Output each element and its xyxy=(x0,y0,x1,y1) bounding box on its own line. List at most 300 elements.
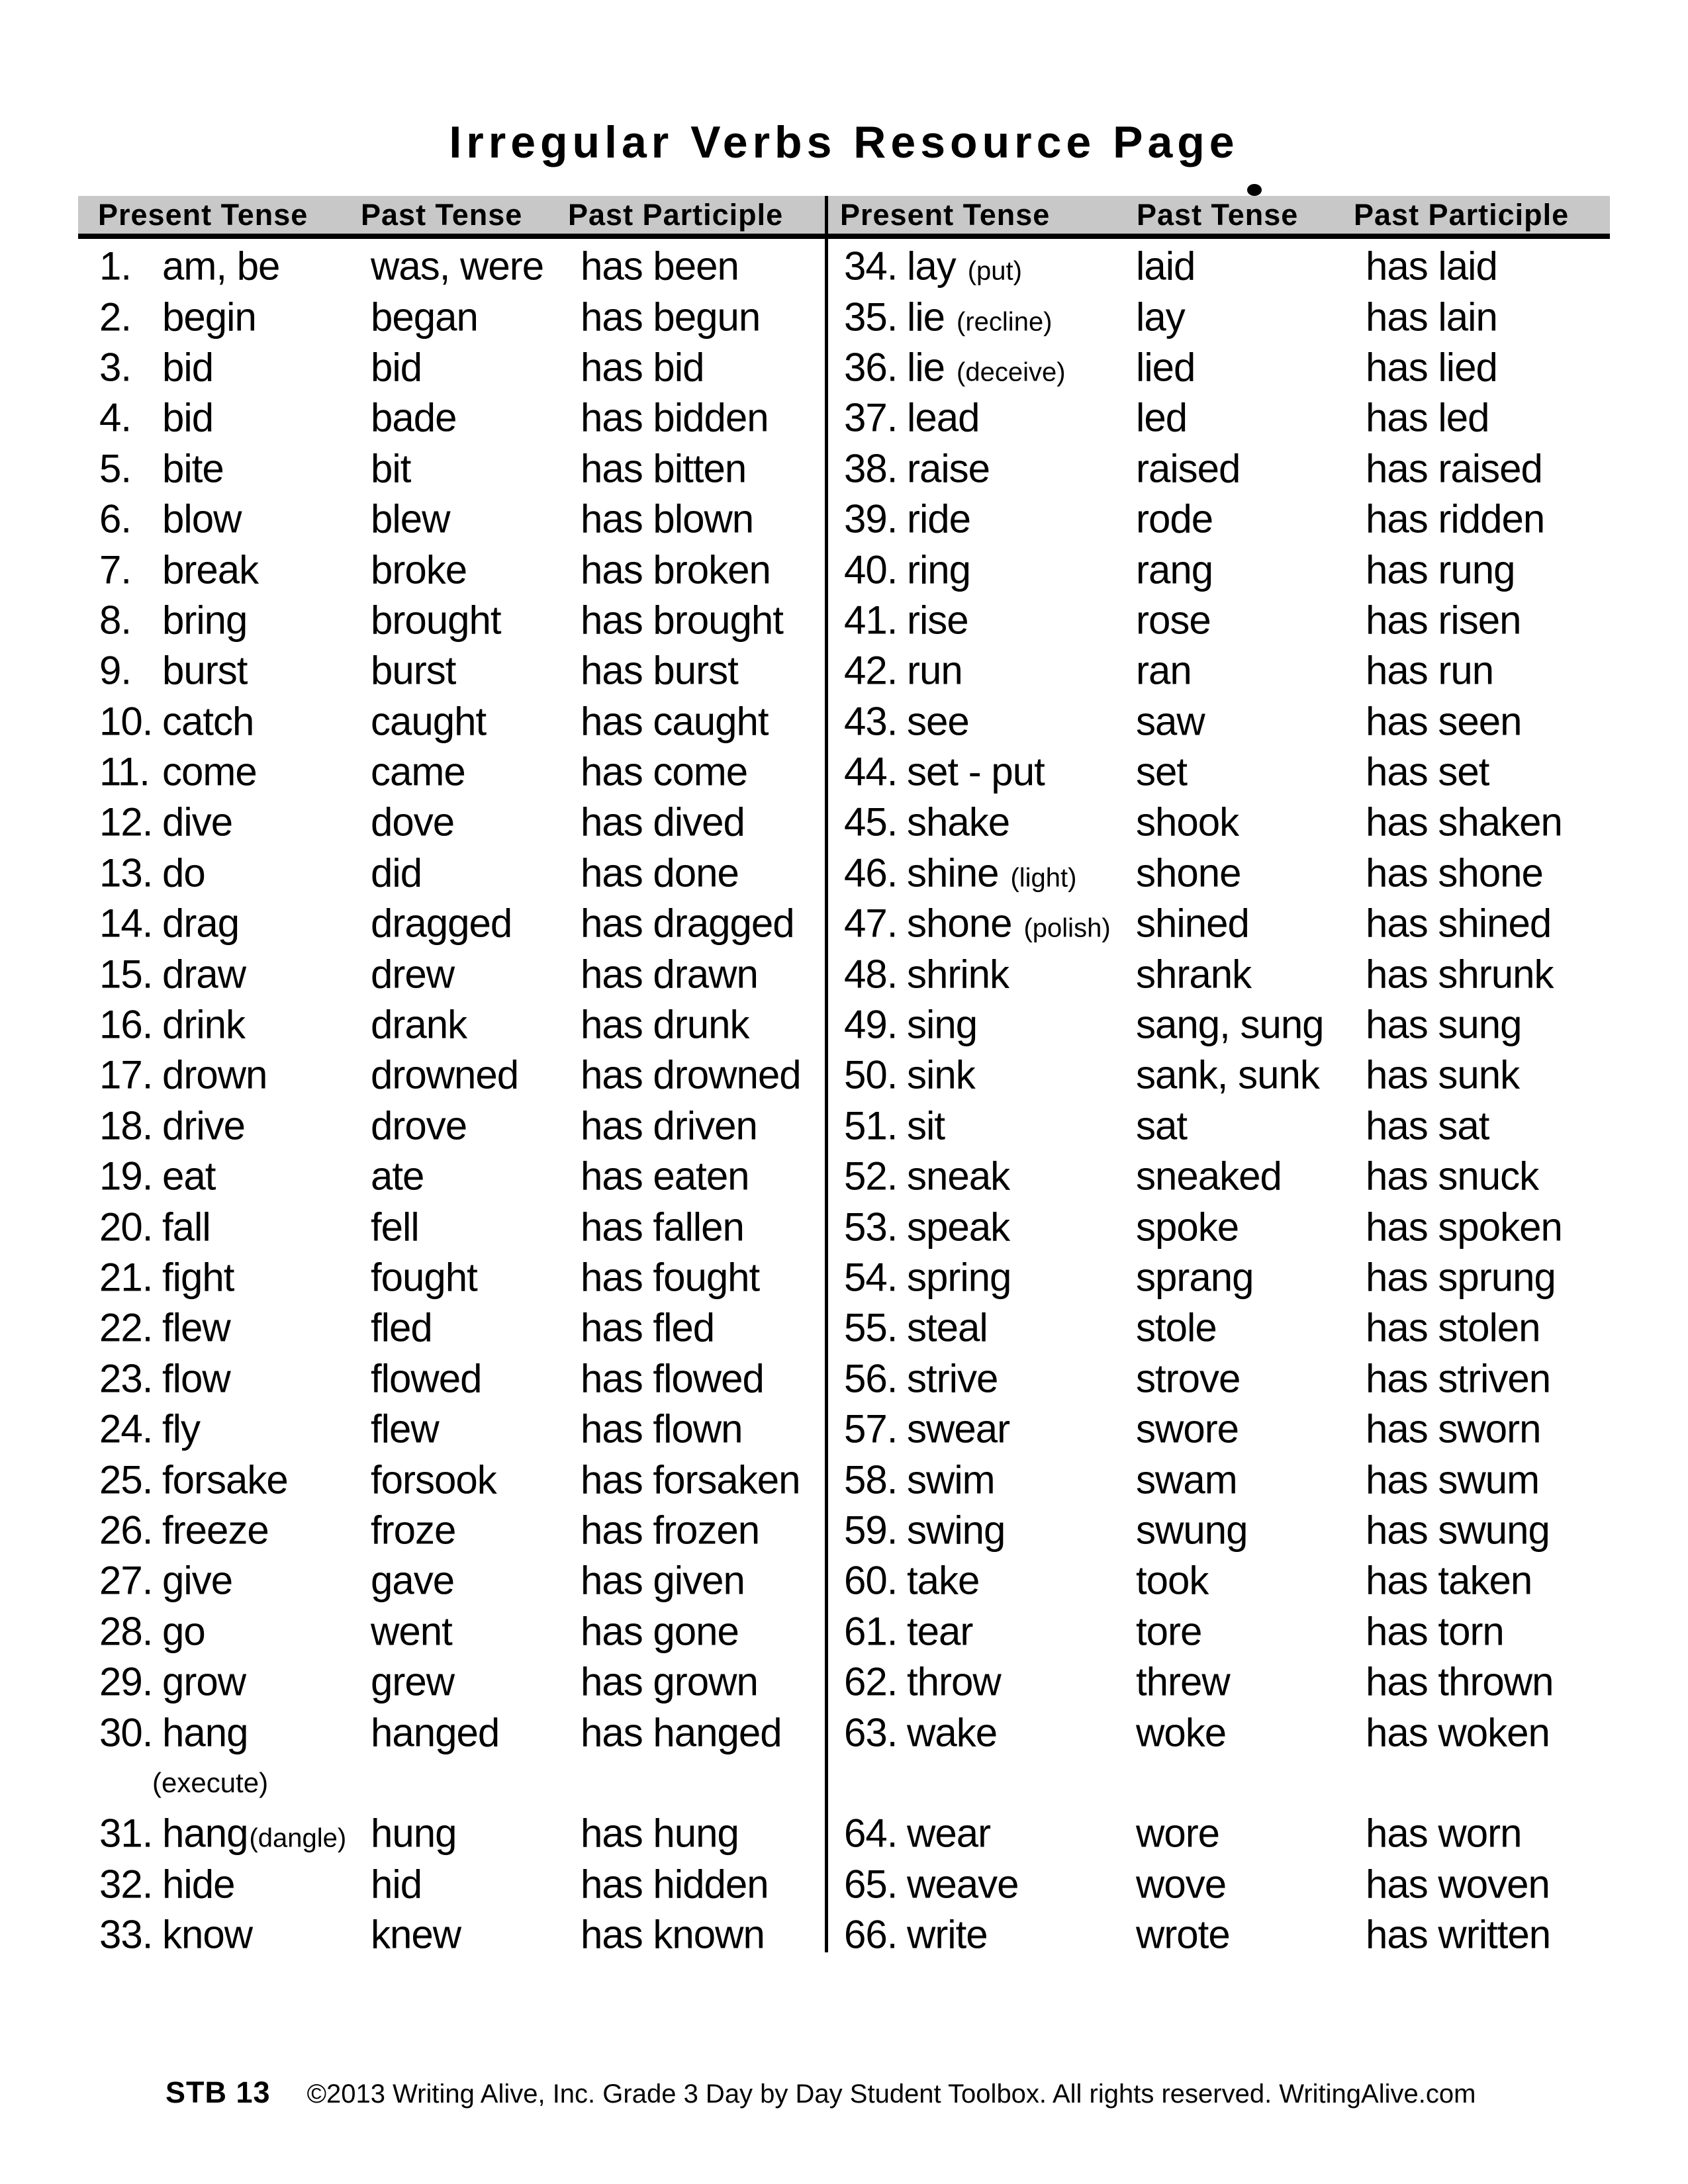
past-participle-cell: has fled xyxy=(581,1305,715,1350)
past-participle-cell: has hidden xyxy=(581,1862,769,1907)
present-tense-cell xyxy=(907,1811,990,1856)
row-number: 31. xyxy=(99,1811,153,1856)
row-number: 21. xyxy=(99,1255,153,1300)
row-number: 60. xyxy=(844,1558,898,1603)
row-number: 9. xyxy=(99,648,132,693)
past-participle-cell: has forsaken xyxy=(581,1457,800,1502)
past-participle-cell: has driven xyxy=(581,1103,757,1148)
row-number: 26. xyxy=(99,1508,153,1553)
past-tense-cell: tore xyxy=(1136,1609,1202,1654)
row-number: 32. xyxy=(99,1862,153,1907)
present-tense-cell xyxy=(162,496,241,542)
table-row xyxy=(78,1909,823,1960)
present-tense-cell xyxy=(907,951,1009,997)
row-number: 23. xyxy=(99,1356,153,1401)
present-tense-cell xyxy=(907,496,970,542)
table-row xyxy=(828,291,1610,341)
table-row xyxy=(78,747,823,797)
past-participle-cell: has sung xyxy=(1366,1002,1522,1047)
present-tense-cell xyxy=(162,445,224,491)
row-number: 30. xyxy=(99,1710,153,1755)
present-tense-cell xyxy=(162,850,205,895)
past-participle-cell: has spoken xyxy=(1366,1205,1562,1250)
past-participle-cell: has brought xyxy=(581,598,783,643)
past-tense-cell: sat xyxy=(1136,1103,1188,1148)
present-tense-verb: weave xyxy=(907,1862,1019,1907)
present-tense-cell xyxy=(907,395,979,441)
present-tense-verb: ride xyxy=(907,496,971,541)
row-number: 17. xyxy=(99,1052,153,1097)
past-tense-cell: wove xyxy=(1136,1862,1227,1907)
past-participle-cell: has bidden xyxy=(581,395,769,440)
past-tense-cell: sank, sunk xyxy=(1136,1052,1319,1097)
past-tense-cell: swung xyxy=(1136,1508,1248,1553)
past-tense-cell: went xyxy=(371,1609,452,1654)
present-tense-cell xyxy=(162,1811,346,1856)
row-number: 13. xyxy=(99,850,153,895)
table-row xyxy=(78,696,823,747)
present-tense-cell xyxy=(907,1355,998,1401)
table-row xyxy=(78,1201,823,1251)
scan-artifact-dot xyxy=(1247,184,1262,196)
past-participle-cell: has begun xyxy=(581,295,761,340)
row-number: 44. xyxy=(844,749,898,794)
column-header-present-left: Present Tense xyxy=(98,197,308,232)
present-tense-cell xyxy=(907,1204,1009,1250)
row-number: 51. xyxy=(844,1103,898,1148)
table-row xyxy=(78,1606,823,1657)
past-tense-cell: hanged xyxy=(371,1710,500,1755)
past-tense-cell: ate xyxy=(371,1154,424,1199)
present-tense-verb: do xyxy=(162,850,205,895)
present-tense-cell xyxy=(907,1103,945,1148)
past-participle-cell: has bitten xyxy=(581,446,747,491)
present-tense-verb: sink xyxy=(907,1052,975,1097)
past-tense-cell: shone xyxy=(1136,850,1241,895)
table-row xyxy=(78,291,823,341)
present-tense-verb: burst xyxy=(162,648,248,693)
footer-code: STB 13 xyxy=(165,2075,271,2109)
row-number: 29. xyxy=(99,1659,153,1704)
past-participle-cell: has stolen xyxy=(1366,1305,1540,1350)
past-tense-cell: sang, sung xyxy=(1136,1002,1324,1047)
row-number: 50. xyxy=(844,1052,898,1097)
present-tense-verb: wear xyxy=(907,1811,991,1856)
table-row xyxy=(78,342,823,392)
present-tense-verb: catch xyxy=(162,699,254,744)
past-participle-cell: has drawn xyxy=(581,952,758,997)
row-number: 25. xyxy=(99,1457,153,1502)
present-tense-verb: see xyxy=(907,699,969,744)
past-participle-cell: has striven xyxy=(1366,1356,1551,1401)
past-participle-cell: has sprung xyxy=(1366,1255,1556,1300)
header-rule xyxy=(78,234,1610,239)
present-tense-verb: fly xyxy=(162,1406,200,1451)
present-tense-cell xyxy=(162,1204,211,1250)
row-number: 18. xyxy=(99,1103,153,1148)
past-participle-cell: has fought xyxy=(581,1255,760,1300)
past-tense-cell: drove xyxy=(371,1103,467,1148)
table-row xyxy=(828,241,1610,291)
column-header-present-right: Present Tense xyxy=(840,197,1051,232)
present-tense-verb: lie xyxy=(907,345,945,390)
row-number: 22. xyxy=(99,1305,153,1350)
table-row xyxy=(78,1707,823,1757)
row-number: 56. xyxy=(844,1356,898,1401)
past-participle-cell: has given xyxy=(581,1558,745,1603)
present-tense-verb: tear xyxy=(907,1609,973,1654)
row-number: 53. xyxy=(844,1205,898,1250)
past-participle-cell: has led xyxy=(1366,395,1489,440)
table-row xyxy=(828,494,1610,544)
present-tense-cell xyxy=(907,1558,979,1604)
present-tense-cell xyxy=(907,1912,988,1958)
row-number: 19. xyxy=(99,1154,153,1199)
present-tense-cell xyxy=(907,698,969,744)
past-participle-cell: has frozen xyxy=(581,1508,760,1553)
past-tense-cell: spoke xyxy=(1136,1205,1239,1250)
row-number: 45. xyxy=(844,799,898,844)
table-row xyxy=(78,797,823,847)
present-tense-verb: lie xyxy=(907,295,945,340)
table-row xyxy=(828,443,1610,494)
present-tense-verb: swear xyxy=(907,1406,1010,1451)
past-tense-cell: took xyxy=(1136,1558,1209,1603)
table-row xyxy=(78,494,823,544)
present-tense-cell xyxy=(162,648,247,694)
past-tense-cell: knew xyxy=(371,1912,461,1957)
verb-sense-note: (put) xyxy=(967,256,1022,286)
table-row xyxy=(78,1101,823,1151)
table-row xyxy=(828,342,1610,392)
past-tense-cell: lay xyxy=(1136,295,1185,340)
row-number: 11. xyxy=(99,749,150,794)
table-row xyxy=(828,1555,1610,1606)
present-tense-cell xyxy=(162,1608,205,1654)
row-number: 49. xyxy=(844,1002,898,1047)
present-tense-cell xyxy=(907,1608,972,1654)
present-tense-cell xyxy=(907,1255,1011,1300)
past-tense-cell: bit xyxy=(371,446,411,491)
past-tense-cell: rode xyxy=(1136,496,1213,541)
row-number: 41. xyxy=(844,598,898,643)
present-tense-cell xyxy=(907,547,970,592)
past-participle-cell: has burst xyxy=(581,648,738,693)
table-row xyxy=(78,443,823,494)
past-tense-cell: hid xyxy=(371,1862,422,1907)
present-tense-verb: bid xyxy=(162,395,214,440)
table-row xyxy=(828,1252,1610,1302)
table-row xyxy=(78,595,823,645)
present-tense-verb: throw xyxy=(907,1659,1001,1704)
present-tense-cell xyxy=(907,799,1009,845)
past-participle-cell: has raised xyxy=(1366,446,1542,491)
past-tense-cell: shook xyxy=(1136,799,1239,844)
table-row xyxy=(828,1606,1610,1657)
present-tense-cell xyxy=(907,901,1111,946)
past-tense-cell: threw xyxy=(1136,1659,1230,1704)
row-number: 16. xyxy=(99,1002,153,1047)
past-tense-cell: drew xyxy=(371,952,455,997)
past-participle-cell: has seen xyxy=(1366,699,1522,744)
present-tense-cell xyxy=(162,1659,246,1705)
verb-sense-note: (polish) xyxy=(1023,913,1111,943)
present-tense-verb: drink xyxy=(162,1002,246,1047)
present-tense-verb: sit xyxy=(907,1103,945,1148)
present-tense-cell xyxy=(162,951,246,997)
past-tense-cell: broke xyxy=(371,547,467,592)
past-participle-cell: has sunk xyxy=(1366,1052,1520,1097)
past-participle-cell: has written xyxy=(1366,1912,1551,1957)
row-number: 10. xyxy=(99,699,153,744)
present-tense-cell xyxy=(162,1052,267,1098)
present-tense-cell xyxy=(162,1406,200,1452)
past-participle-cell: has gone xyxy=(581,1609,739,1654)
verb-sense-note-below: (execute) xyxy=(152,1766,269,1798)
present-tense-verb: know xyxy=(162,1912,253,1957)
table-row xyxy=(828,1808,1610,1858)
present-tense-verb: drag xyxy=(162,901,240,946)
present-tense-verb: fall xyxy=(162,1205,211,1250)
present-tense-verb: rise xyxy=(907,598,968,643)
present-tense-cell xyxy=(907,1457,995,1502)
past-tense-cell: shrank xyxy=(1136,952,1252,997)
past-tense-cell: did xyxy=(371,850,422,895)
table-row xyxy=(828,1707,1610,1757)
column-header-past-right: Past Tense xyxy=(1137,197,1299,232)
past-participle-cell: has drowned xyxy=(581,1052,801,1097)
present-tense-verb: draw xyxy=(162,952,246,997)
present-tense-verb: freeze xyxy=(162,1508,269,1553)
row-number: 33. xyxy=(99,1912,153,1957)
present-tense-cell xyxy=(162,1558,232,1604)
table-row xyxy=(828,1505,1610,1555)
table-row xyxy=(828,1657,1610,1707)
present-tense-cell xyxy=(162,1912,252,1958)
past-participle-cell: has worn xyxy=(1366,1811,1522,1856)
table-row xyxy=(78,544,823,594)
past-participle-cell: has shaken xyxy=(1366,799,1562,844)
past-participle-cell: has done xyxy=(581,850,739,895)
present-tense-verb: break xyxy=(162,547,259,592)
past-participle-cell: has sworn xyxy=(1366,1406,1541,1451)
row-number: 40. xyxy=(844,547,898,592)
present-tense-verb: go xyxy=(162,1609,205,1654)
present-tense-verb: sing xyxy=(907,1002,978,1047)
past-tense-cell: bade xyxy=(371,395,457,440)
present-tense-cell xyxy=(907,445,990,491)
past-tense-cell: was, were xyxy=(371,244,544,289)
table-row xyxy=(828,1151,1610,1201)
row-number: 48. xyxy=(844,952,898,997)
past-tense-cell: sneaked xyxy=(1136,1154,1282,1199)
present-tense-verb: hide xyxy=(162,1862,235,1907)
table-row xyxy=(828,1101,1610,1151)
present-tense-verb: give xyxy=(162,1558,233,1603)
past-tense-cell: caught xyxy=(371,699,487,744)
present-tense-verb: wake xyxy=(907,1710,998,1755)
past-participle-cell: has broken xyxy=(581,547,771,592)
present-tense-cell xyxy=(907,1659,1001,1705)
present-tense-cell xyxy=(162,395,213,441)
past-tense-cell: fought xyxy=(371,1255,477,1300)
present-tense-verb: run xyxy=(907,648,962,693)
present-tense-verb: dive xyxy=(162,799,233,844)
present-tense-cell xyxy=(907,1154,1009,1199)
present-tense-cell xyxy=(162,901,239,946)
present-tense-cell xyxy=(162,1861,234,1907)
present-tense-cell xyxy=(162,749,257,795)
row-number: 37. xyxy=(844,395,898,440)
column-header-participle-left: Past Participle xyxy=(568,197,784,232)
past-participle-cell: has flowed xyxy=(581,1356,764,1401)
present-tense-verb: am, be xyxy=(162,244,280,289)
table-row xyxy=(828,1454,1610,1504)
past-participle-cell: has been xyxy=(581,244,739,289)
past-participle-cell: has shined xyxy=(1366,901,1552,946)
present-tense-verb: flow xyxy=(162,1356,230,1401)
row-number: 38. xyxy=(844,446,898,491)
row-number: 43. xyxy=(844,699,898,744)
present-tense-cell xyxy=(907,1861,1018,1907)
past-participle-cell: has dived xyxy=(581,799,745,844)
past-participle-cell: has caught xyxy=(581,699,769,744)
past-tense-cell: forsook xyxy=(371,1457,496,1502)
past-participle-cell: has rung xyxy=(1366,547,1515,592)
row-number: 14. xyxy=(99,901,153,946)
past-tense-cell: dragged xyxy=(371,901,512,946)
past-tense-cell: fell xyxy=(371,1205,419,1250)
verb-table-left-half xyxy=(78,241,823,1960)
past-participle-cell: has hanged xyxy=(581,1710,782,1755)
past-participle-cell: has dragged xyxy=(581,901,794,946)
past-tense-cell: stole xyxy=(1136,1305,1217,1350)
past-participle-cell: has swung xyxy=(1366,1508,1550,1553)
table-row xyxy=(828,1909,1610,1960)
past-participle-cell: has risen xyxy=(1366,598,1521,643)
present-tense-cell xyxy=(162,1305,230,1351)
past-tense-cell: sprang xyxy=(1136,1255,1254,1300)
table-row xyxy=(828,595,1610,645)
past-participle-cell: has come xyxy=(581,749,748,794)
past-participle-cell: has taken xyxy=(1366,1558,1532,1603)
table-row xyxy=(828,948,1610,999)
row-number: 39. xyxy=(844,496,898,541)
table-row-continuation xyxy=(78,1758,823,1808)
past-tense-cell: saw xyxy=(1136,699,1205,744)
present-tense-verb: come xyxy=(162,749,257,794)
present-tense-cell xyxy=(907,1305,988,1351)
past-participle-cell: has shrunk xyxy=(1366,952,1554,997)
past-tense-cell: led xyxy=(1136,395,1188,440)
present-tense-verb: eat xyxy=(162,1154,216,1199)
row-number: 1. xyxy=(99,244,132,289)
past-tense-cell: strove xyxy=(1136,1356,1241,1401)
row-number: 34. xyxy=(844,244,898,289)
table-row xyxy=(78,848,823,898)
page-title: Irregular Verbs Resource Page xyxy=(449,117,1239,167)
row-number: 57. xyxy=(844,1406,898,1451)
present-tense-cell xyxy=(907,1507,1005,1553)
present-tense-verb: raise xyxy=(907,446,990,491)
present-tense-verb: shone xyxy=(907,901,1012,946)
row-number: 66. xyxy=(844,1912,898,1957)
table-row-spacer xyxy=(828,1758,1610,1808)
present-tense-verb: speak xyxy=(907,1205,1010,1250)
present-tense-verb: forsake xyxy=(162,1457,288,1502)
present-tense-verb: strive xyxy=(907,1356,998,1401)
past-tense-cell: swam xyxy=(1136,1457,1237,1502)
past-participle-cell: has hung xyxy=(581,1811,739,1856)
row-number: 4. xyxy=(99,395,132,440)
row-number: 55. xyxy=(844,1305,898,1350)
present-tense-cell xyxy=(907,244,1022,289)
row-number: 28. xyxy=(99,1609,153,1654)
table-row xyxy=(828,1353,1610,1404)
past-tense-cell: brought xyxy=(371,598,501,643)
past-participle-cell: has set xyxy=(1366,749,1489,794)
past-tense-cell: dove xyxy=(371,799,455,844)
table-row xyxy=(78,1151,823,1201)
past-tense-cell: shined xyxy=(1136,901,1249,946)
present-tense-cell xyxy=(162,1002,245,1048)
table-row xyxy=(78,1050,823,1100)
row-number: 15. xyxy=(99,952,153,997)
table-row xyxy=(78,999,823,1050)
row-number: 58. xyxy=(844,1457,898,1502)
row-number: 7. xyxy=(99,547,132,592)
row-number: 59. xyxy=(844,1508,898,1553)
row-number: 8. xyxy=(99,598,132,643)
present-tense-verb: flew xyxy=(162,1305,230,1350)
past-participle-cell: has fallen xyxy=(581,1205,744,1250)
past-tense-cell: blew xyxy=(371,496,450,541)
present-tense-verb: blow xyxy=(162,496,242,541)
past-participle-cell: has eaten xyxy=(581,1154,749,1199)
past-participle-cell: has ridden xyxy=(1366,496,1545,541)
past-tense-cell: froze xyxy=(371,1508,456,1553)
past-participle-cell: has flown xyxy=(581,1406,743,1451)
present-tense-cell xyxy=(162,1507,269,1553)
past-participle-cell: has lain xyxy=(1366,295,1497,340)
past-tense-cell: drank xyxy=(371,1002,467,1047)
footer xyxy=(165,2075,1476,2110)
present-tense-cell xyxy=(907,1002,977,1048)
past-participle-cell: has swum xyxy=(1366,1457,1540,1502)
present-tense-verb: set - put xyxy=(907,749,1045,794)
row-number: 46. xyxy=(844,850,898,895)
table-row xyxy=(78,241,823,291)
present-tense-cell xyxy=(907,1406,1009,1452)
present-tense-verb: bid xyxy=(162,345,214,390)
present-tense-verb: spring xyxy=(907,1255,1011,1300)
table-row xyxy=(828,1201,1610,1251)
present-tense-cell xyxy=(162,344,213,390)
present-tense-verb: drown xyxy=(162,1052,267,1097)
present-tense-cell xyxy=(907,648,962,694)
past-participle-cell: has snuck xyxy=(1366,1154,1539,1199)
table-row xyxy=(78,1252,823,1302)
present-tense-verb: drive xyxy=(162,1103,246,1148)
table-row xyxy=(78,1555,823,1606)
table-row xyxy=(78,645,823,696)
table-row xyxy=(78,1404,823,1454)
past-tense-cell: bid xyxy=(371,345,422,390)
present-tense-verb: hang xyxy=(162,1710,248,1755)
present-tense-cell xyxy=(162,597,247,643)
present-tense-verb: fight xyxy=(162,1255,234,1300)
past-tense-cell: came xyxy=(371,749,465,794)
